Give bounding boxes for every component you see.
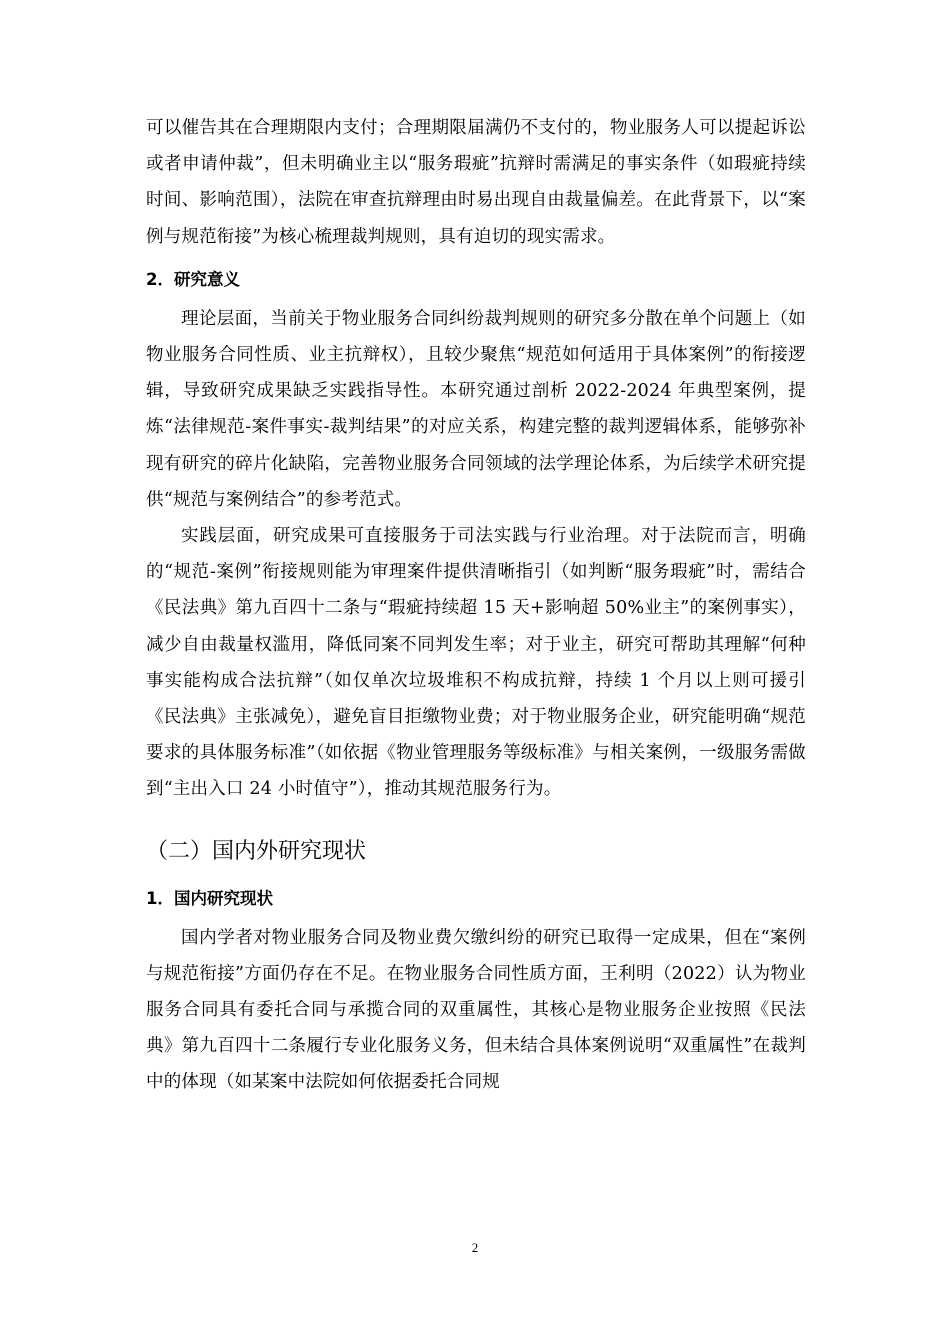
paragraph-domestic: 国内学者对物业服务合同及物业费欠缴纠纷的研究已取得一定成果，但在“案例与规范衔接”方面仍存在不足。在物业服务合同性质方面，王利明（2022）认为物业服务合同具有委托合同与承揽合同的双重属性，其核心是物业服务企业按照《民法典》第九百四十二条履行专业化服务义务，但未结合具体案例说明“双重属性”在裁判中的体现（如某案中法院如何依据委托合同规 — [146, 927, 806, 1093]
page-body — [146, 110, 806, 1101]
paragraph-practical: 实践层面，研究成果可直接服务于司法实践与行业治理。对于法院而言，明确的“规范-案例”衔接规则能为审理案件提供清晰指引（如判断“服务瑕疵”时，需结合《民法典》第九百四十二条与“瑕疵持续超 15 天+影响超 50%业主”的案例事实），减少自由裁量权滥用，降低同案不同判发生率；对于业主，研究可帮助其理解“何种事实能构成合法抗辩”（如仅单次垃圾堆积不构成抗辩，持续 1 个月以上则可援引《民法典》主张减免），避免盲目拒缴物业费；对于物业服务企业，研究能明确“规范要求的具体服务标准”（如依据《物业管理服务等级标准》与相关案例，一级服务需做到“主出入口 24 小时值守”），推动其规范服务行为。 — [146, 526, 806, 800]
paragraph-theoretical: 理论层面，当前关于物业服务合同纠纷裁判规则的研究多分散在单个问题上（如物业服务合同性质、业主抗辩权），且较少聚焦“规范如何适用于具体案例”的衔接逻辑，导致研究成果缺乏实践指导性。本研究通过剖析 2022-2024 年典型案例，提炼“法律规范-案件事实-裁判结果”的对应关系，构建完整的裁判逻辑体系，能够弥补现有研究的碎片化缺陷，完善物业服务合同领域的法学理论体系，为后续学术研究提供“规范与案例结合”的参考范式。 — [146, 308, 806, 510]
paragraph-background-end: 可以催告其在合理期限内支付；合理期限届满仍不支付的，物业服务人可以提起诉讼或者申请仲裁”，但未明确业主以“服务瑕疵”抗辩时需满足的事实条件（如瑕疵持续时间、影响范围），法院在审查抗辩理由时易出现自由裁量偏差。在此背景下，以“案例与规范衔接”为核心梳理裁判规则，具有迫切的现实需求。 — [146, 118, 806, 247]
page-number: 2 — [471, 1240, 479, 1255]
heading-research-significance: 2．研究意义 — [146, 269, 240, 289]
heading-domestic-status: 1．国内研究现状 — [146, 888, 273, 908]
heading-research-status: （二）国内外研究现状 — [146, 838, 367, 864]
